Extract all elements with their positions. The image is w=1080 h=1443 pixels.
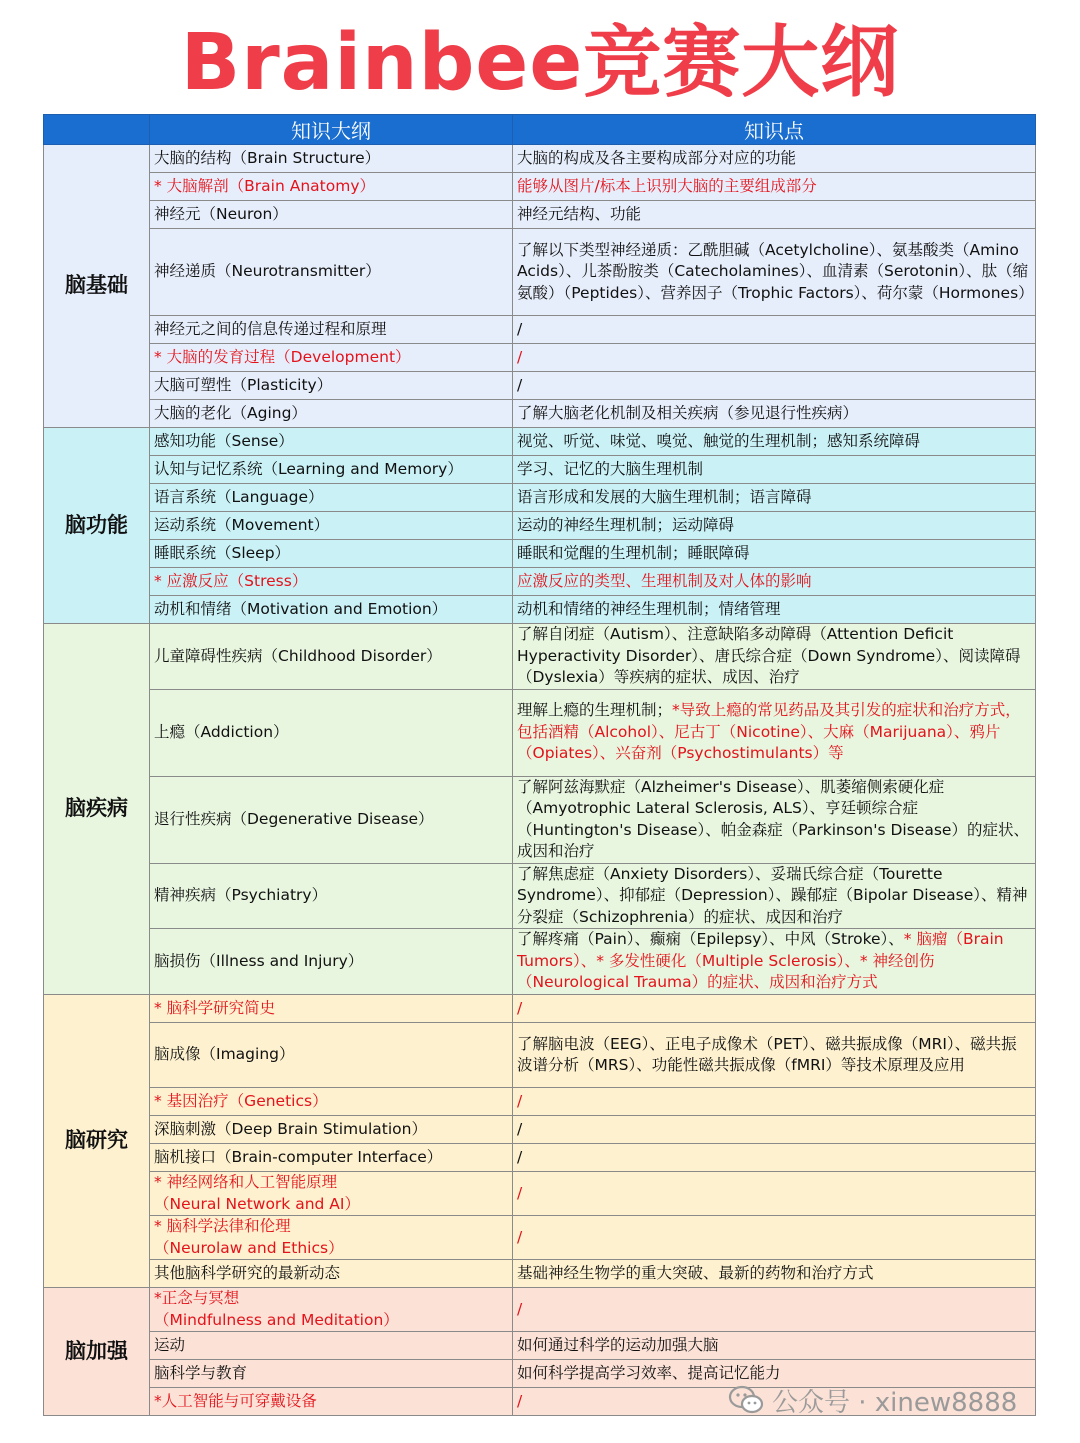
point-cell: / bbox=[513, 1116, 1036, 1144]
point-cell: 语言形成和发展的大脑生理机制；语言障碍 bbox=[513, 484, 1036, 512]
outline-cell: * 大脑的发育过程（Development） bbox=[150, 344, 513, 372]
outline-cell: 其他脑科学研究的最新动态 bbox=[150, 1260, 513, 1288]
point-cell: / bbox=[513, 995, 1036, 1023]
point-cell: / bbox=[513, 1388, 1036, 1416]
outline-cell: 认知与记忆系统（Learning and Memory） bbox=[150, 456, 513, 484]
point-cell: 了解阿兹海默症（Alzheimer's Disease）、肌萎缩侧索硬化症（Amyotrophic Lateral Sclerosis, ALS）、亨廷顿综合症（Huntington's Disease）、帕金森症（Parkinson's Disease）的症状、成因和治疗 bbox=[513, 776, 1036, 863]
category-brain-enhancement: 脑加强 bbox=[44, 1288, 150, 1416]
outline-cell: 神经元（Neuron） bbox=[150, 201, 513, 229]
outline-cell: 精神疾病（Psychiatry） bbox=[150, 863, 513, 929]
table-row bbox=[44, 1088, 1036, 1116]
outline-cell: *人工智能与可穿戴设备 bbox=[150, 1388, 513, 1416]
outline-cell: 动机和情绪（Motivation and Emotion） bbox=[150, 596, 513, 624]
outline-text-en: （Mindfulness and Meditation） bbox=[154, 1310, 399, 1329]
syllabus-table bbox=[43, 114, 1036, 1416]
point-cell: / bbox=[513, 344, 1036, 372]
table-row bbox=[44, 1332, 1036, 1360]
table-row bbox=[44, 540, 1036, 568]
outline-cell: 脑成像（Imaging） bbox=[150, 1023, 513, 1088]
point-cell: / bbox=[513, 316, 1036, 344]
point-cell bbox=[513, 689, 1036, 776]
table-row bbox=[44, 484, 1036, 512]
table-row bbox=[44, 1172, 1036, 1216]
table-row bbox=[44, 995, 1036, 1023]
outline-cell: 睡眠系统（Sleep） bbox=[150, 540, 513, 568]
table-row bbox=[44, 316, 1036, 344]
point-cell: 视觉、听觉、味觉、嗅觉、触觉的生理机制；感知系统障碍 bbox=[513, 428, 1036, 456]
table-row bbox=[44, 173, 1036, 201]
point-cell: / bbox=[513, 1288, 1036, 1332]
table-row bbox=[44, 1023, 1036, 1088]
point-cell: 神经元结构、功能 bbox=[513, 201, 1036, 229]
table-row bbox=[44, 372, 1036, 400]
table-row bbox=[44, 1116, 1036, 1144]
outline-cell: * 应激反应（Stress） bbox=[150, 568, 513, 596]
table-row bbox=[44, 689, 1036, 776]
table-row bbox=[44, 229, 1036, 316]
table-row bbox=[44, 596, 1036, 624]
table-row bbox=[44, 512, 1036, 540]
outline-cell bbox=[150, 1216, 513, 1260]
point-cell: 基础神经生物学的重大突破、最新的药物和治疗方式 bbox=[513, 1260, 1036, 1288]
outline-cell: 脑机接口（Brain-computer Interface） bbox=[150, 1144, 513, 1172]
point-cell: 学习、记忆的大脑生理机制 bbox=[513, 456, 1036, 484]
table-row bbox=[44, 624, 1036, 690]
header-points: 知识点 bbox=[513, 115, 1036, 145]
point-cell: 了解自闭症（Autism）、注意缺陷多动障碍（Attention Deficit Hyperactivity Disorder）、唐氏综合症（Down Syndrome）、阅读障碍（Dyslexia）等疾病的症状、成因、治疗 bbox=[513, 624, 1036, 690]
outline-cell: 大脑的结构（Brain Structure） bbox=[150, 145, 513, 173]
outline-cell: * 基因治疗（Genetics） bbox=[150, 1088, 513, 1116]
watermark bbox=[728, 1382, 1017, 1418]
point-cell: / bbox=[513, 1172, 1036, 1216]
outline-text-en: （Neurolaw and Ethics） bbox=[154, 1238, 344, 1257]
point-cell: 动机和情绪的神经生理机制；情绪管理 bbox=[513, 596, 1036, 624]
outline-text: *正念与冥想 bbox=[154, 1289, 240, 1307]
table-row bbox=[44, 428, 1036, 456]
table-row bbox=[44, 456, 1036, 484]
point-cell: 了解大脑老化机制及相关疾病（参见退行性疾病） bbox=[513, 400, 1036, 428]
table-row bbox=[44, 1288, 1036, 1332]
outline-cell: * 脑科学研究简史 bbox=[150, 995, 513, 1023]
outline-cell: 语言系统（Language） bbox=[150, 484, 513, 512]
category-brain-disease: 脑疾病 bbox=[44, 624, 150, 995]
table-row bbox=[44, 863, 1036, 929]
table-row bbox=[44, 1144, 1036, 1172]
point-cell: 应激反应的类型、生理机制及对人体的影响 bbox=[513, 568, 1036, 596]
point-cell: 了解以下类型神经递质：乙酰胆碱（Acetylcholine）、氨基酸类（Amino Acids）、儿茶酚胺类（Catecholamines）、血清素（Serotonin）、肽（缩氨酸）（Peptides）、营养因子（Trophic Factors）、荷尔蒙（Hormones） bbox=[513, 229, 1036, 316]
point-cell: 能够从图片/标本上识别大脑的主要组成部分 bbox=[513, 173, 1036, 201]
outline-cell bbox=[150, 1288, 513, 1332]
point-cell bbox=[513, 929, 1036, 995]
outline-cell: 退行性疾病（Degenerative Disease） bbox=[150, 776, 513, 863]
outline-cell: 脑科学与教育 bbox=[150, 1360, 513, 1388]
wechat-icon bbox=[728, 1385, 764, 1415]
table-row bbox=[44, 1216, 1036, 1260]
point-cell: 如何科学提高学习效率、提高记忆能力 bbox=[513, 1360, 1036, 1388]
outline-cell: 感知功能（Sense） bbox=[150, 428, 513, 456]
table-row bbox=[44, 344, 1036, 372]
outline-text-en: （Neural Network and AI） bbox=[154, 1194, 360, 1213]
outline-cell: 深脑刺激（Deep Brain Stimulation） bbox=[150, 1116, 513, 1144]
table-row bbox=[44, 929, 1036, 995]
outline-text: * 神经网络和人工智能原理 bbox=[154, 1173, 338, 1191]
point-text-highlight: * 脑瘤（Brain Tumors）、* 多发性硬化（Multiple Sclerosis）、* 神经创伤（Neurological Trauma）的症状、成因和治疗方式 bbox=[517, 930, 1004, 992]
point-cell: / bbox=[513, 1216, 1036, 1260]
point-cell: / bbox=[513, 1088, 1036, 1116]
table-row bbox=[44, 201, 1036, 229]
point-text-highlight: *导致上瘾的常见药品及其引发的症状和治疗方式，包括酒精（Alcohol）、尼古丁（Nicotine）、大麻（Marijuana）、鸦片（Opiates）、兴奋剂（Psychostimulants）等 bbox=[517, 701, 1021, 763]
table-row bbox=[44, 1260, 1036, 1288]
header-outline: 知识大纲 bbox=[150, 115, 513, 145]
point-cell: 了解脑电波（EEG）、正电子成像术（PET）、磁共振成像（MRI）、磁共振波谱分析（MRS）、功能性磁共振成像（fMRI）等技术原理及应用 bbox=[513, 1023, 1036, 1088]
point-cell: 运动的神经生理机制；运动障碍 bbox=[513, 512, 1036, 540]
outline-cell bbox=[150, 1172, 513, 1216]
category-brain-function: 脑功能 bbox=[44, 428, 150, 624]
point-cell: 睡眠和觉醒的生理机制；睡眠障碍 bbox=[513, 540, 1036, 568]
table-row bbox=[44, 145, 1036, 173]
point-cell: 大脑的构成及各主要构成部分对应的功能 bbox=[513, 145, 1036, 173]
category-brain-basics: 脑基础 bbox=[44, 145, 150, 428]
outline-cell: 神经元之间的信息传递过程和原理 bbox=[150, 316, 513, 344]
table-row bbox=[44, 568, 1036, 596]
outline-text: * 脑科学法律和伦理 bbox=[154, 1217, 291, 1235]
outline-cell: 神经递质（Neurotransmitter） bbox=[150, 229, 513, 316]
page-title: Brainbee竞赛大纲 bbox=[180, 18, 900, 108]
point-cell: 如何通过科学的运动加强大脑 bbox=[513, 1332, 1036, 1360]
outline-cell: 大脑的老化（Aging） bbox=[150, 400, 513, 428]
syllabus-table-wrapper bbox=[43, 114, 1035, 1416]
table-row bbox=[44, 776, 1036, 863]
point-cell: / bbox=[513, 1144, 1036, 1172]
outline-cell: 大脑可塑性（Plasticity） bbox=[150, 372, 513, 400]
outline-cell: 运动系统（Movement） bbox=[150, 512, 513, 540]
point-text: 了解疼痛（Pain）、癫痫（Epilepsy）、中风（Stroke）、 bbox=[517, 930, 904, 949]
outline-cell: 运动 bbox=[150, 1332, 513, 1360]
outline-cell: 脑损伤（Illness and Injury） bbox=[150, 929, 513, 995]
table-row bbox=[44, 400, 1036, 428]
outline-cell: * 大脑解剖（Brain Anatomy） bbox=[150, 173, 513, 201]
point-cell: / bbox=[513, 372, 1036, 400]
table-header-row bbox=[44, 115, 1036, 145]
category-brain-research: 脑研究 bbox=[44, 995, 150, 1288]
point-cell: 了解焦虑症（Anxiety Disorders）、妥瑞氏综合症（Tourette Syndrome）、抑郁症（Depression）、躁郁症（Bipolar Disease）、精神分裂症（Schizophrenia）的症状、成因和治疗 bbox=[513, 863, 1036, 929]
point-text: 理解上瘾的生理机制； bbox=[517, 701, 673, 720]
header-corner bbox=[44, 115, 150, 145]
outline-cell: 儿童障碍性疾病（Childhood Disorder） bbox=[150, 624, 513, 690]
watermark-text: 公众号 · xinew8888 bbox=[772, 1387, 1018, 1418]
outline-cell: 上瘾（Addiction） bbox=[150, 689, 513, 776]
